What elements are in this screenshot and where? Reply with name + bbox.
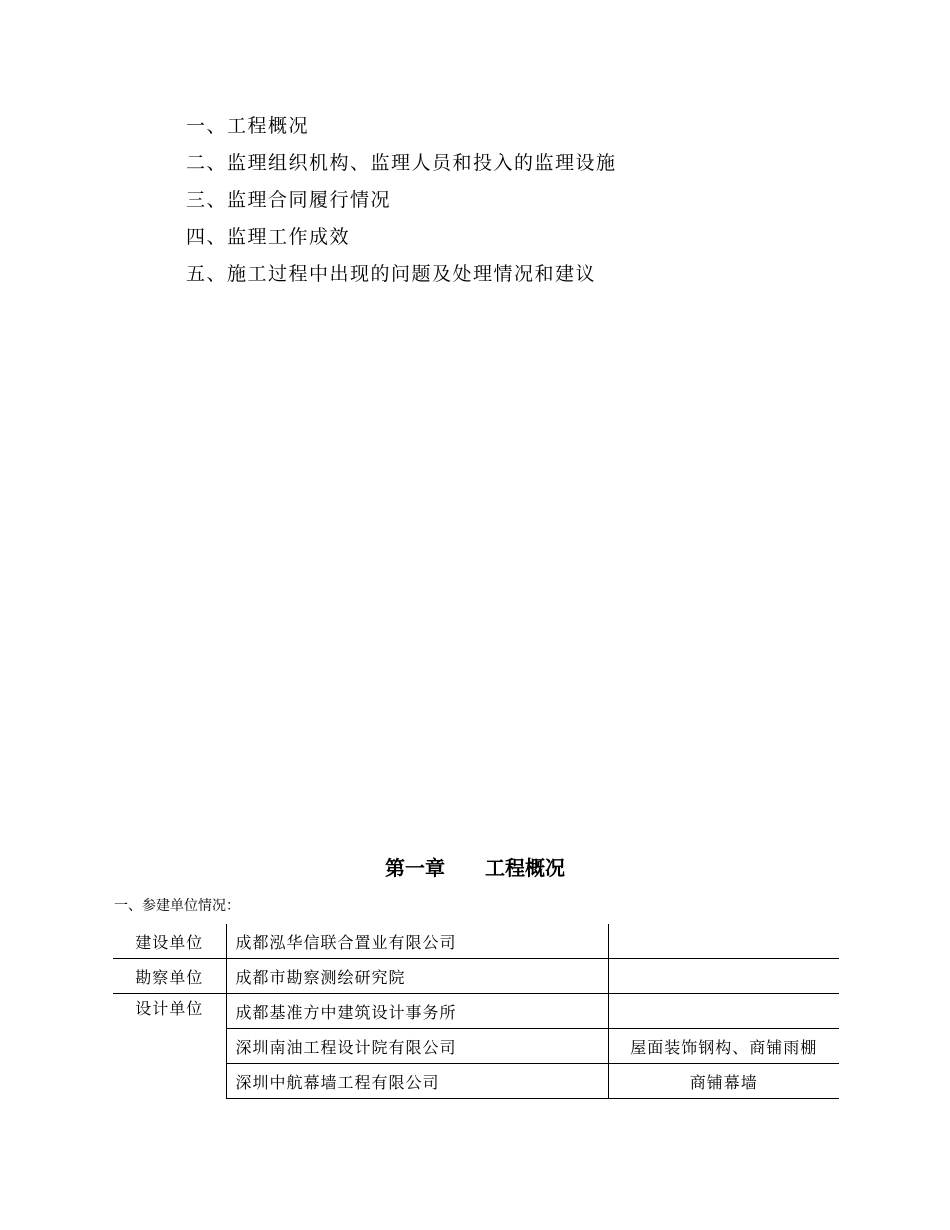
role-cell: 设计单位 — [113, 994, 226, 1099]
chapter-title: 第一章 工程概况 — [385, 856, 565, 880]
unit-name-cell: 深圳南油工程设计院有限公司 — [226, 1029, 608, 1064]
scope-cell — [608, 994, 839, 1029]
unit-name-cell: 成都泓华信联合置业有限公司 — [226, 924, 608, 959]
toc-item-1[interactable]: 一、工程概况 — [186, 115, 310, 137]
toc-item-3[interactable]: 三、监理合同履行情况 — [186, 189, 392, 211]
toc-item-2[interactable]: 二、监理组织机构、监理人员和投入的监理设施 — [186, 152, 617, 174]
toc-item-4[interactable]: 四、监理工作成效 — [186, 226, 351, 248]
scope-cell — [608, 924, 839, 959]
scope-cell: 商铺幕墙 — [608, 1064, 839, 1099]
table-row — [113, 924, 839, 959]
unit-name-cell: 深圳中航幕墙工程有限公司 — [226, 1064, 608, 1099]
role-cell: 勘察单位 — [113, 959, 226, 994]
scope-cell: 屋面装饰钢构、商铺雨棚 — [608, 1029, 839, 1064]
section-heading: 一、参建单位情况： — [114, 898, 240, 914]
participating-units-table — [113, 924, 839, 1099]
table-row — [113, 959, 839, 994]
unit-name-cell: 成都市勘察测绘研究院 — [226, 959, 608, 994]
role-cell: 建设单位 — [113, 924, 226, 959]
unit-name-cell: 成都基准方中建筑设计事务所 — [226, 994, 608, 1029]
table-of-contents — [186, 112, 617, 297]
toc-item-5[interactable]: 五、施工过程中出现的问题及处理情况和建议 — [186, 263, 597, 285]
scope-cell — [608, 959, 839, 994]
table-row — [113, 994, 839, 1029]
